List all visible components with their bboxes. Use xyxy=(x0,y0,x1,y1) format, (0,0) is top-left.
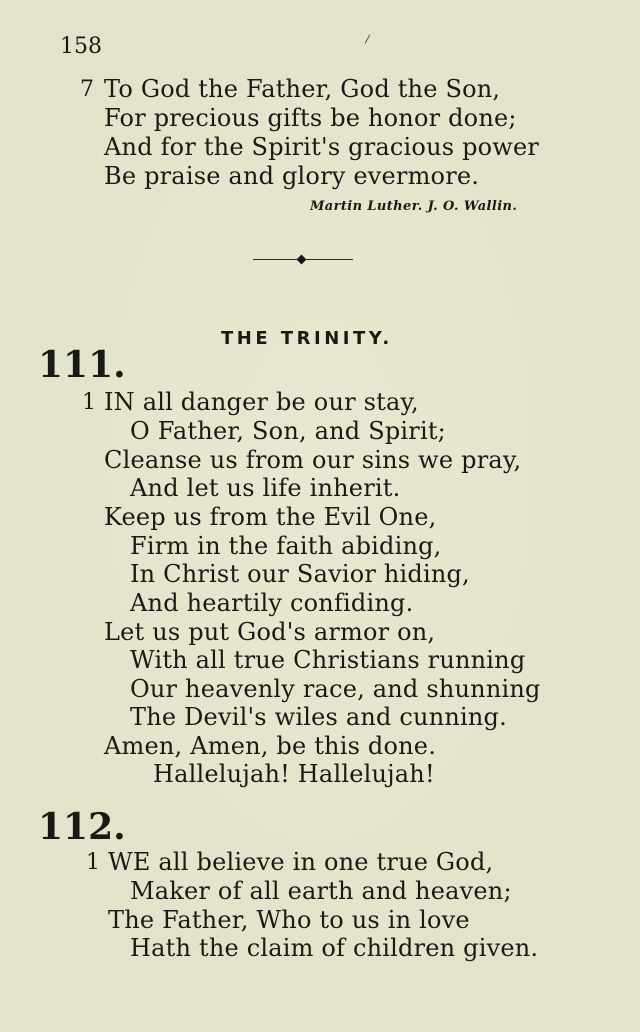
verse-line: IN all danger be our stay, xyxy=(104,388,419,416)
stanza-number: 1 xyxy=(86,850,100,875)
verse-line: The Devil's wiles and cunning. xyxy=(130,703,507,731)
divider-diamond xyxy=(297,255,307,265)
stanza-number: 7 xyxy=(80,77,94,102)
author-attribution: Martin Luther. J. O. Wallin. xyxy=(310,199,518,214)
verse-line: Hath the claim of children given. xyxy=(130,934,539,962)
verse-line: Our heavenly race, and shunning xyxy=(130,675,541,703)
verse-line: Maker of all earth and heaven; xyxy=(130,877,512,905)
verse-line: Be praise and glory evermore. xyxy=(104,162,480,190)
verse-line: WE all believe in one true God, xyxy=(108,848,494,876)
verse-line: O Father, Son, and Spirit; xyxy=(130,417,446,445)
verse-line: And let us life inherit. xyxy=(130,474,401,502)
verse-line: With all true Christians running xyxy=(130,646,526,674)
verse-line: And for the Spirit's gracious power xyxy=(104,133,540,161)
section-heading: THE TRINITY. xyxy=(221,328,393,349)
verse-line: Let us put God's armor on, xyxy=(104,618,436,646)
verse-line: To God the Father, God the Son, xyxy=(104,75,501,103)
verse-line: And heartily confiding. xyxy=(130,589,414,617)
stray-mark xyxy=(365,34,371,43)
hymn-number: 111. xyxy=(38,344,126,386)
verse-line: Keep us from the Evil One, xyxy=(104,503,437,531)
verse-line: For precious gifts be honor done; xyxy=(104,104,517,132)
page-number: 158 xyxy=(60,34,102,59)
verse-line: Amen, Amen, be this done. xyxy=(104,732,437,760)
verse-line: The Father, Who to us in love xyxy=(108,906,470,934)
verse-line: In Christ our Savior hiding, xyxy=(130,560,470,588)
stanza-number: 1 xyxy=(82,390,96,415)
verse-line: Hallelujah! Hallelujah! xyxy=(153,760,435,788)
verse-line: Firm in the faith abiding, xyxy=(130,532,442,560)
hymn-number: 112. xyxy=(38,806,126,848)
verse-line: Cleanse us from our sins we pray, xyxy=(104,446,522,474)
